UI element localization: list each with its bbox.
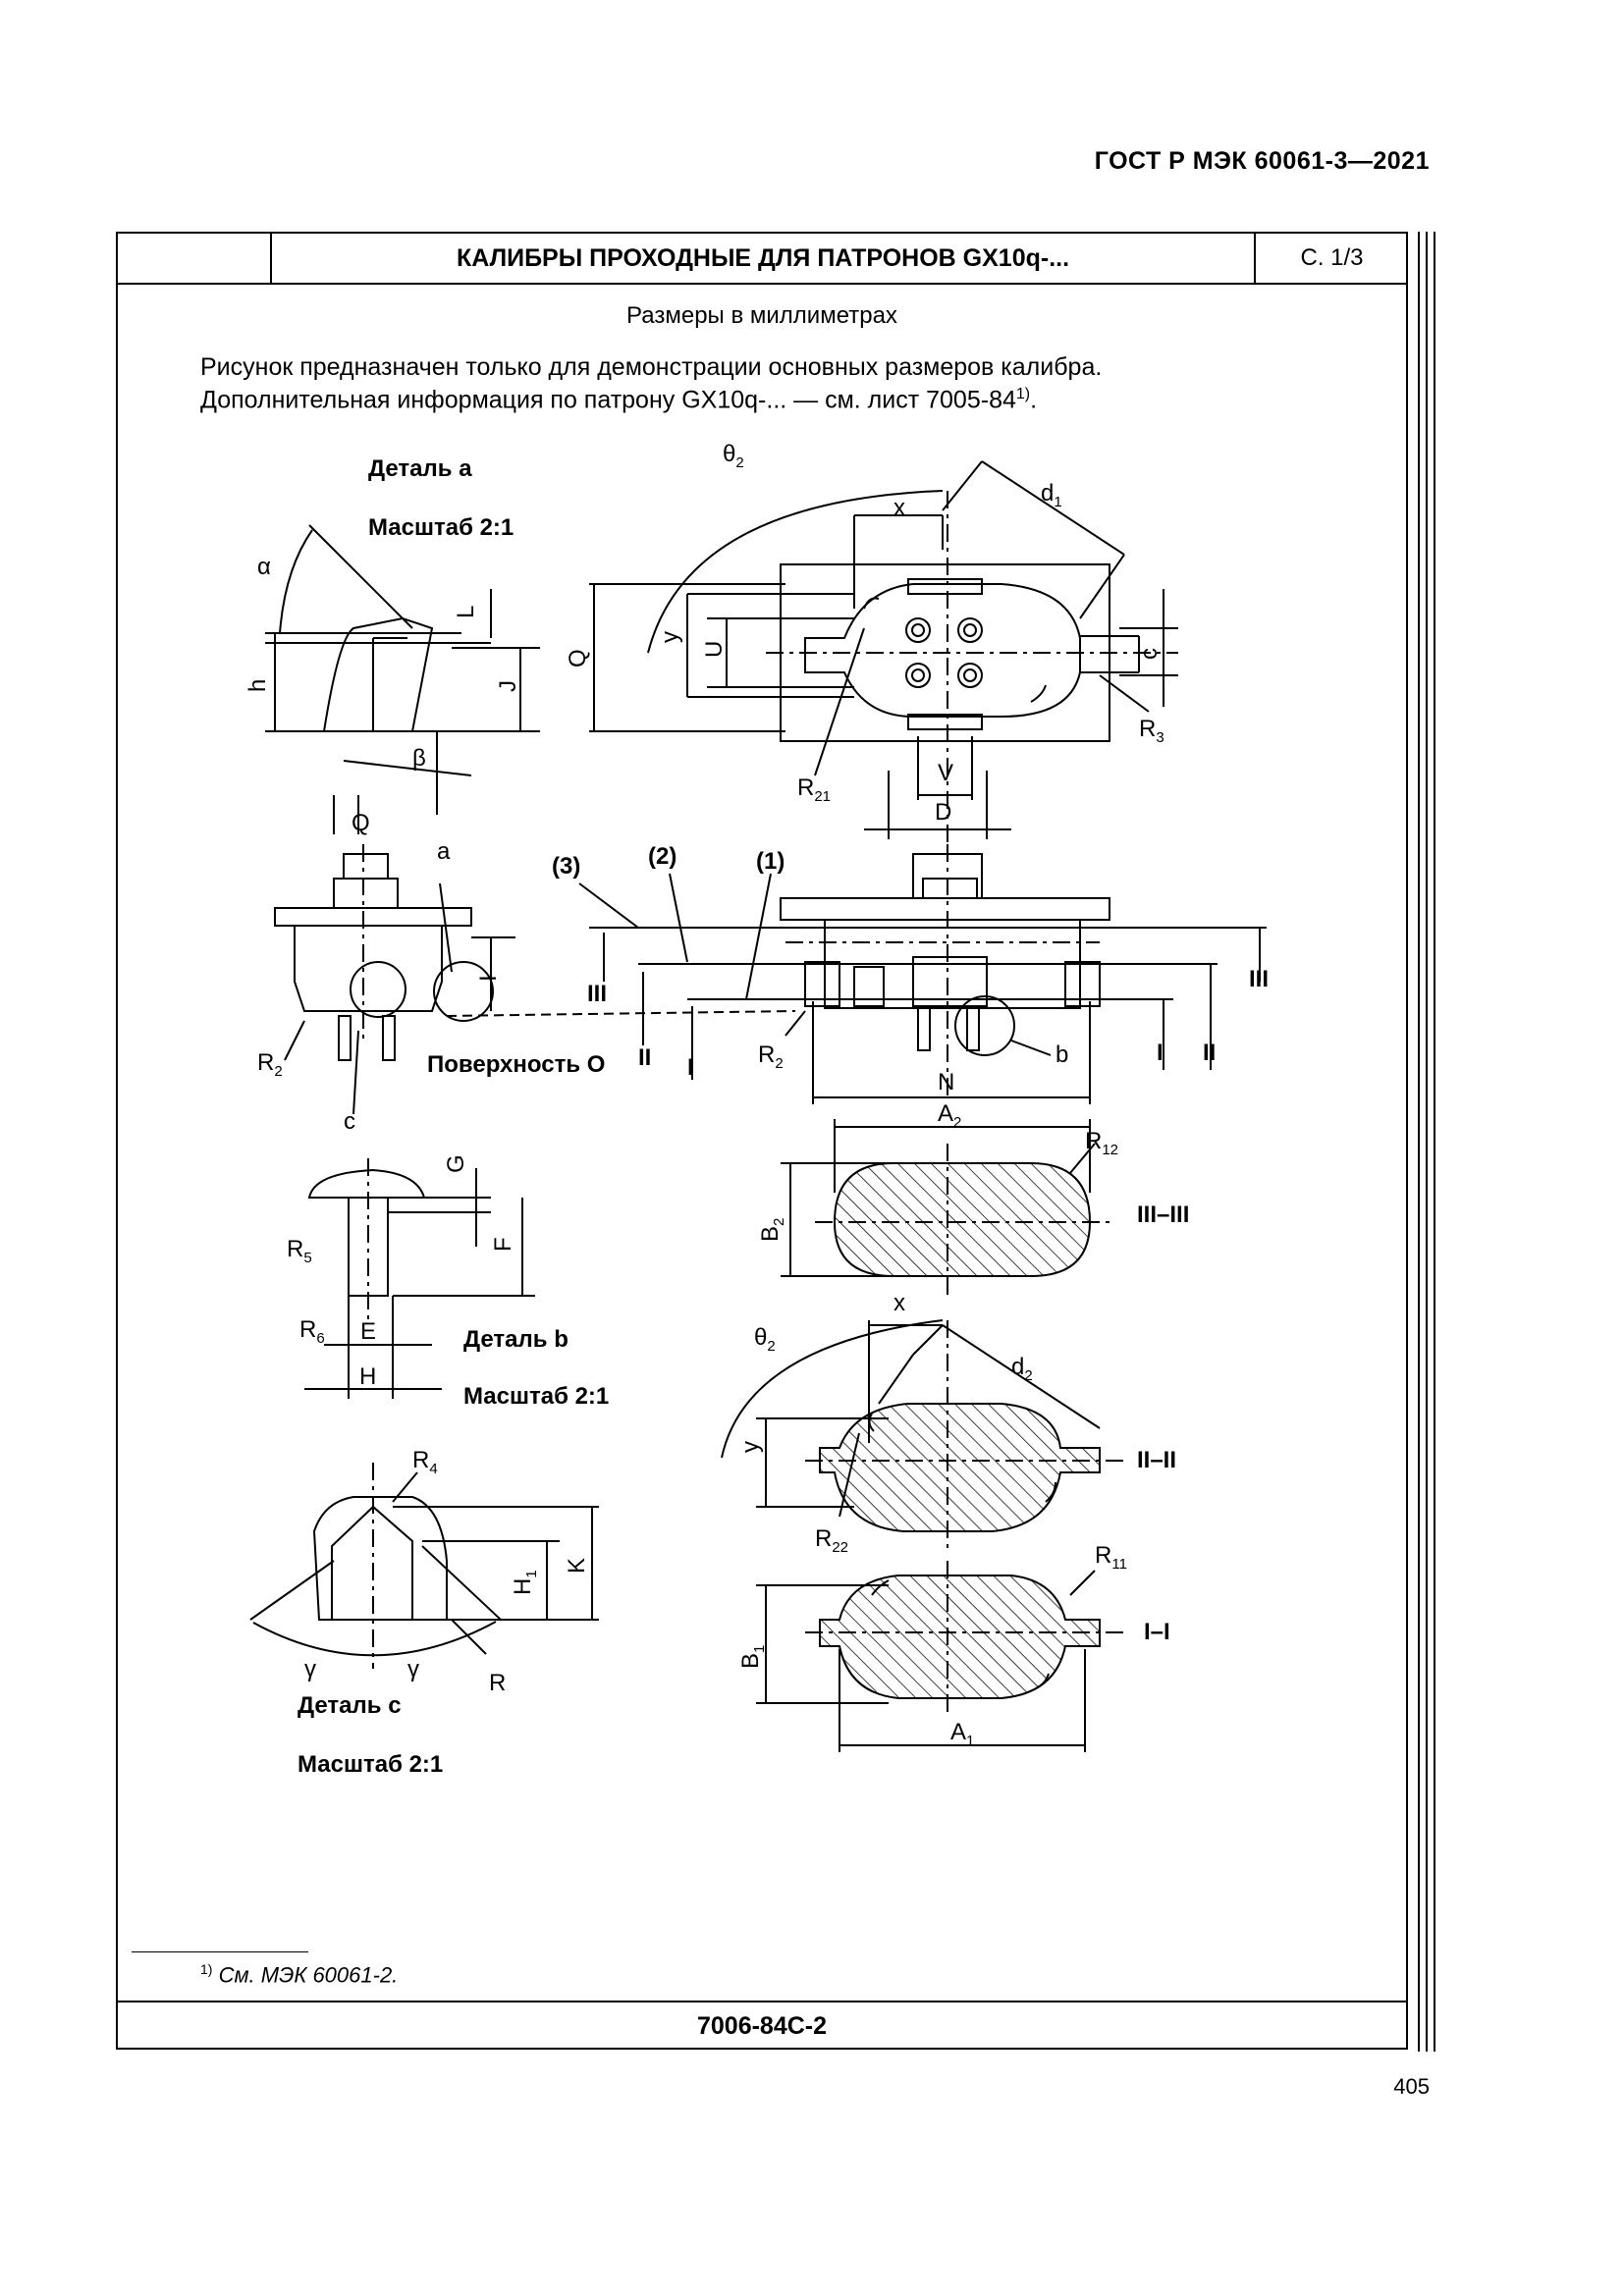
surface-o-label: Поверхность O <box>427 1051 606 1078</box>
dim-x-label: x <box>893 495 905 521</box>
radius-R-text: R <box>412 1447 430 1473</box>
sub-5-text: 5 <box>303 1250 312 1266</box>
detail-a-mark: a <box>437 838 451 865</box>
radius-R-text: R <box>287 1236 304 1262</box>
sub-12-text: 12 <box>1102 1142 1119 1158</box>
radius-R11-label <box>1095 1542 1127 1573</box>
plane-III-left-label: III <box>587 981 608 1007</box>
radius-R5-label <box>287 1236 312 1266</box>
angle-gamma-right-label: γ <box>407 1656 419 1682</box>
top-plan-view <box>589 461 1178 844</box>
dim-d-text: d <box>1011 1354 1025 1380</box>
section-iii-label: III–III <box>1137 1201 1190 1228</box>
sub-2-text: 2 <box>274 1063 283 1080</box>
dim-U-label: U <box>701 640 728 658</box>
angle-theta2-lower-label <box>754 1324 776 1355</box>
plane-I-right-label: I <box>1157 1040 1164 1066</box>
detail-c-title: Деталь c <box>298 1692 402 1719</box>
radius-R3-label <box>1139 716 1164 746</box>
dim-D-label: D <box>935 799 952 826</box>
section-ii-label: II–II <box>1137 1447 1177 1473</box>
dim-Q-small-label: Q <box>352 810 370 836</box>
dim-H1-label <box>510 1570 540 1595</box>
footnote <box>200 1961 398 1988</box>
plane-II-right-label: II <box>1203 1040 1217 1066</box>
radius-R-text: R <box>1095 1542 1112 1569</box>
standard-code: ГОСТ Р МЭК 60061-3—2021 <box>1094 147 1430 175</box>
sub-4-text: 4 <box>429 1461 438 1477</box>
dim-E-label: E <box>360 1318 377 1345</box>
sub-2-text: 2 <box>1024 1367 1033 1384</box>
detail-a-scale: Масштаб 2:1 <box>368 514 514 541</box>
plane-I-left-label: I <box>687 1054 694 1081</box>
detail-b-scale: Масштаб 2:1 <box>463 1383 610 1410</box>
radius-R6-label <box>299 1316 325 1347</box>
sub-3-text: 3 <box>1156 729 1164 746</box>
angle-beta-label: β <box>412 745 426 772</box>
plane-2-label: (2) <box>648 843 677 870</box>
detail-b-mark: b <box>1056 1041 1069 1068</box>
angle-theta-text: θ <box>754 1324 768 1351</box>
dim-B1-label <box>737 1645 768 1669</box>
detail-c-mark: c <box>344 1108 355 1135</box>
detail-b-view <box>304 1158 535 1399</box>
drawing-labels <box>244 441 1269 1778</box>
radius-R-text: R <box>1139 716 1157 742</box>
radius-R-text: R <box>1085 1128 1103 1154</box>
dim-F-label: F <box>490 1237 516 1252</box>
radius-R22-label <box>815 1525 848 1556</box>
dim-y2-label: y <box>737 1441 764 1453</box>
dim-V-label: V <box>938 760 954 786</box>
detail-b-title: Деталь b <box>463 1326 568 1353</box>
dim-J-label: J <box>495 680 521 692</box>
note-line-2-end: . <box>1030 386 1038 414</box>
sub-1-text: 1 <box>751 1644 768 1653</box>
radius-R2-left-label <box>257 1049 283 1080</box>
dim-K-label: K <box>564 1557 590 1574</box>
sub-11-text: 11 <box>1111 1556 1127 1573</box>
dim-G-label: G <box>443 1154 469 1173</box>
sub-2-text: 2 <box>953 1114 962 1131</box>
footnote-ref: 1) <box>200 1961 213 1977</box>
detail-a-view <box>265 525 540 815</box>
sub-21-text: 21 <box>814 788 832 805</box>
plane-1-label: (1) <box>756 848 785 875</box>
radius-R-text: R <box>299 1316 317 1343</box>
dim-A-text: A <box>950 1719 967 1745</box>
note-line-2-text: Дополнительная информация по патрону GX10q-... — см. лист 7005-84 <box>200 386 1016 414</box>
dim-I-label: I <box>475 975 502 982</box>
section-i-label: I–I <box>1144 1619 1170 1645</box>
dim-d-text: d <box>1041 480 1055 507</box>
angle-theta2-label <box>723 441 744 471</box>
sub-2-text: 2 <box>771 1217 787 1226</box>
footnote-rule <box>132 1951 308 1952</box>
sub-1-text: 1 <box>966 1733 975 1749</box>
sub-22-text: 22 <box>832 1539 849 1556</box>
sub-2-text: 2 <box>735 454 744 471</box>
plane-3-label: (3) <box>552 853 581 880</box>
angle-theta-text: θ <box>723 441 736 467</box>
dim-d1-label <box>1041 480 1062 510</box>
dim-H-text: H <box>510 1577 536 1595</box>
radius-R4-label <box>412 1447 438 1477</box>
section-ii-view <box>722 1320 1124 1551</box>
sub-1-text: 1 <box>523 1570 540 1578</box>
sheet-title: КАЛИБРЫ ПРОХОДНЫЕ ДЛЯ ПАТРОНОВ GX10q-... <box>456 244 1070 272</box>
detail-c-view <box>250 1463 599 1669</box>
dim-H-label: H <box>359 1363 377 1390</box>
radius-R-text: R <box>758 1041 776 1068</box>
main-side-view <box>579 844 1270 1104</box>
plane-III-right-label: III <box>1249 966 1270 992</box>
dim-B-text: B <box>757 1225 784 1242</box>
sheet-page: С. 1/3 <box>1300 244 1364 271</box>
sub-2-text: 2 <box>767 1338 776 1355</box>
note-line-1: Рисунок предназначен только для демонстрации основных размеров калибра. <box>200 353 1103 381</box>
dim-L-label: L <box>453 605 479 618</box>
page-number: 405 <box>1393 2074 1430 2099</box>
plane-II-left-label: II <box>638 1044 652 1071</box>
angle-gamma-left-label: γ <box>304 1656 316 1682</box>
sub-1-text: 1 <box>1054 494 1062 510</box>
units-note: Размеры в миллиметрах <box>626 302 897 329</box>
sub-6-text: 6 <box>316 1330 325 1347</box>
dim-x2-label: x <box>893 1290 905 1316</box>
footnote-text: См. МЭК 60061-2. <box>218 1962 399 1988</box>
dim-A1-label <box>950 1719 974 1749</box>
angle-alpha-label: α <box>257 554 271 580</box>
note-footnote-ref: 1) <box>1015 386 1031 402</box>
radius-R-text: R <box>257 1049 275 1076</box>
dim-c-label: c <box>1136 648 1163 660</box>
dim-d2-label <box>1011 1354 1033 1384</box>
sheet-code: 7006-84C-2 <box>696 2012 828 2040</box>
section-i-view <box>756 1561 1124 1752</box>
sub-2-text: 2 <box>775 1055 784 1072</box>
detail-a-title: Деталь а <box>368 455 472 482</box>
radius-R12-label <box>1085 1128 1118 1158</box>
radius-R-text: R <box>797 774 815 801</box>
dim-B-text: B <box>737 1652 764 1669</box>
radius-R-text: R <box>815 1525 833 1552</box>
dim-h-label: h <box>244 678 271 692</box>
radius-R2-right-label <box>758 1041 784 1072</box>
dim-B2-label <box>757 1218 787 1242</box>
radius-R-label: R <box>489 1670 507 1696</box>
dim-A-text: A <box>938 1100 954 1127</box>
radius-R21-label <box>797 774 831 805</box>
dim-N-label: N <box>938 1069 955 1095</box>
dim-Q-label: Q <box>565 649 591 667</box>
detail-c-scale: Масштаб 2:1 <box>298 1751 444 1778</box>
section-iii-view <box>781 1119 1110 1296</box>
dim-y-label: y <box>657 631 683 643</box>
dim-A2-label <box>938 1100 961 1131</box>
